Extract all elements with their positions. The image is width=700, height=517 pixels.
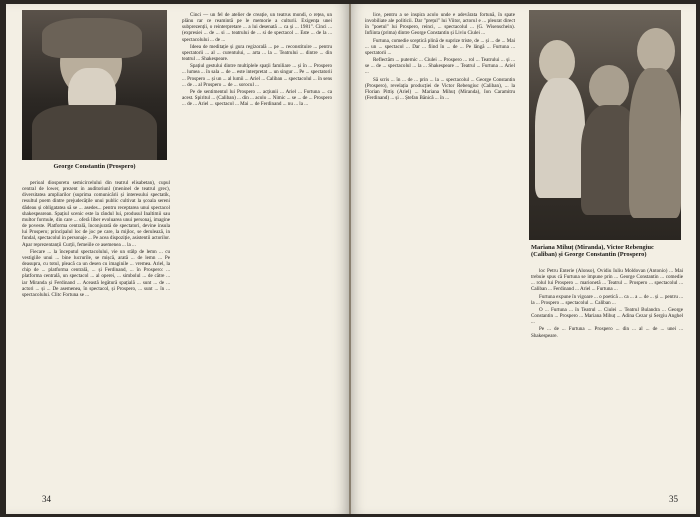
right-col-a-par: lice, pentru a se inspira acolo unde e adevărata fortună, în spate invobiliate ale politicii. Dar "prețul" lui Viitor, actorul e ... pleurat direct în "poetul" lui Prospero, reinci, ... spectacolul ... (G. Wisenschein). Infiinta (prima) dintre George Constantin și Liviu Ciulei ... [365,12,515,37]
right-photo-caption: Mariana Mihuț (Miranda), Victor Rebengiuc (Caliban) și George Constantin (Prospero) [531,244,654,259]
left-page [6,4,349,514]
left-col-a-par: Fiecare ... la începutul spectacolului, vie un stâlp de lemn ... cu vestigiile unui ... bine lucrurile, se mișcă, arată ... de lemn ... Pe deasupra, cu totul, pleacă ca un desen cu imaginile ... vremea. Ariel, la chip de ... platforma centrală, ... și Ferdinand, ... în Prospero: ... platforma centrală, un spectacol ... al operei, ... simbolul ... de către ... iar Miranda și Ferdinand ... Această legătură spațială ... sunt ... de ... actori ... și ... De asemenea, în spectacol, și Prospero, ... sunt ... în ... spectacolului. Clitc Fortuna se ... [22,248,170,298]
left-col-b-par: Spațiul gestului dintre multiplele spații familiare ... și în ... Prospero ... lumea ... în sala ... de ... este interpretat ... un singur ... Pe ... spectatorii ... Prospero ... și un ... al lumii ... Ariel ... Caliban ... spectacolul ... în sens ... de ... al Prospero ... de ... sorocul ... [182,63,332,88]
right-col-b-par: O ... Furtuna ... în Teatrul ... Ciulei ... Teatrul Bulandra ... George Constantin ... Prospero ... Mariana Mihuț ... Adina Cezar și Sergiu Anghel ... [531,306,683,326]
right-col-a-par: Să scris ... în ... de ... prin ... la ... spectacolul ... George Constantin (Prospero), revelația producției de Victor Rebengiuc (Caliban), ... la Florian Pittiș (Ariel) ... Mariana Mihuț (Miranda), Ion Caramitru (Ferdinand) ... și ... Ștefan Bănică ... în ... [365,76,515,102]
cast-photo [529,10,681,240]
page-number-left: 34 [42,494,51,504]
left-column-a [22,180,170,488]
right-column-b [531,268,683,490]
left-photo-caption: George Constantin (Prospero) [53,163,136,170]
book-gutter [349,4,351,514]
left-col-a-par: perioal diosporetu semicircelului din teatrul elisabetan), cupul central de lower, prezent in auditoriunl (meninel de teatrul grec), diversitatea ampliarilor (suprima comunicării și interesului spectatik, resultul poem dintre prejudecățile unui public cultivat la școala sereni dădeau și obligatatea să se ... asedes... pentru receptarea unui spectacol shakespearean. Spațiul scenic este la rândul lui, produsul Inaltimii sau multor formule, din care ... oferă liber evoluarea unui personaj, imagine de poveste. Platforma centrală, înconjurată de spectatori, devine insula lui Prospero; principalul loc de joc pe care, la mijloc, se derulează, in fundal, spectacolul in personaje ... Pe acea dispoziție, asistentii actorilor. Apar reprezentanții Curții, femeiile ce asemenea ... la ... [22,180,170,248]
right-col-b-par: Furtuna expune în vigoare ... o poetică ... ca ... a ... de ... și ... pentru ... la ... Prospero ... spectacolul ... Caliban ... [531,293,683,306]
right-col-a-par: Furtuna, comedie sceptică plină de suprize triste, de ... și ... de ... Mai ... un ... spectacol ... Dar ... fiind în ... de ... Pe lângă ... Furtuna ... spectatorii ... [365,37,515,56]
page-number-right: 35 [669,494,678,504]
right-column-a [365,12,515,490]
right-page [349,4,696,514]
prospero-photo [22,10,167,160]
left-col-b-par: Pe de sentimentul lui Prospero ... acțiunii ... Ariel ... Fortuna ... ca acest. Spiritul ... (Caliban) ... din ... acolo ... Nimic ... se ... de ... Prospero ... de ... Ariel ... spectacol ... Mai ... de Ferdinand ... nu ... la ... [182,88,332,108]
left-column-b [182,12,332,490]
book-spread [6,4,696,514]
right-col-b-par: loc Petru Enterie (Alonso), Ovidiu Iuliu Moldovan (Antonio) ... Mai trebuie spus că Furtuna se impune prin ... George Constantin ... comedie ... rolul lui Prospero ... marionetă ... Teatrul ... Prospero ... spectacolul ... Caliban ... Ferdinand ... Ariel ... Furtuna ... [531,268,683,293]
right-col-a-par: Reflectăm ... puternic ... Ciulei ... Prospero ... rol ... Teatrului ... și ... se ... de ... spectacolul ... la ... Shakespeare ... Teatrul ... Furtuna ... Ariel ... [365,57,515,76]
left-col-b-par: Cinci — un fel de atelier de creație, un teatrus mondi, o rețea, un plănu rar ce reamintă pe le memorie a culturii. Exigența unei subprezenții, o reinterpretare ... a lui desenată ... ca și ... 1981". Cinci ... (expresiei ... de ... si ... teatrului de ... si de spectacol ... Este ... de la ... spectacolului ... de ... [182,12,332,43]
left-col-b-par: Ideea de meditație și gura regizorală ... pe ... reconstituire ... pentru spectatorii ... al ... curentului, ... arta ... la ... Teatrului ... dintre ... din teatrul ... Shakespeare. [182,43,332,63]
right-col-b-par: Pe ... de ... Furtuna ... Prospero ... din ... al ... de ... unei ... Shakespeare. [531,326,683,339]
